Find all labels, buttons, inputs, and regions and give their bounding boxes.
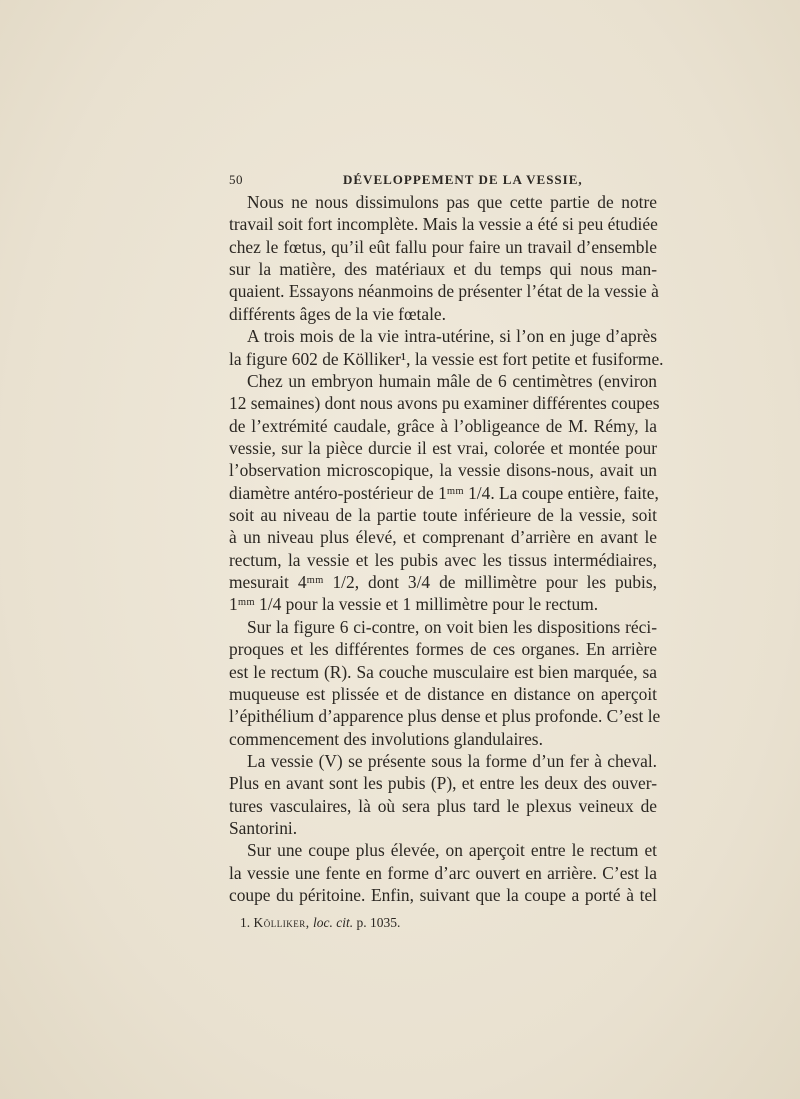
text-line: de l’extrémité caudale, grâce à l’obligeance de M. Rémy, la xyxy=(229,415,657,436)
text-line: Chez un embryon humain mâle de 6 centimètres (environ xyxy=(247,370,657,391)
text-line: La vessie (V) se présente sous la forme d’un fer à cheval. xyxy=(247,750,657,771)
text-line: soit au niveau de la partie toute inférieure de la vessie, soit xyxy=(229,505,657,526)
text-line: Nous ne nous dissimulons pas que cette partie de notre xyxy=(247,192,657,212)
text-line: l’épithélium d’apparence plus dense et plus profonde. C’est le xyxy=(229,706,661,727)
text-line: Sur une coupe plus élevée, on aperçoit entre le rectum et xyxy=(247,840,657,861)
text-line: Santorini. xyxy=(229,818,298,839)
text-line: la vessie une fente en forme d’arc ouvert en arrière. C’est la xyxy=(229,862,657,883)
running-title: DÉVELOPPEMENT DE LA VESSIE, xyxy=(343,172,583,187)
footnote-number: 1. xyxy=(240,915,251,930)
text-line: diamètre antéro-postérieur de 1ᵐᵐ 1/4. La coupe entière, faite, xyxy=(229,482,659,503)
text-line: quaient. Essayons néanmoins de présenter l’état de la vessie à xyxy=(229,281,659,302)
text-line: 12 semaines) dont nous avons pu examiner différentes coupes xyxy=(229,393,660,414)
text-line: la figure 602 de Kölliker¹, la vessie est fort petite et fusiforme. xyxy=(229,348,664,369)
text-line: muqueuse est plissée et de distance en distance on aperçoit xyxy=(229,683,657,704)
text-line: l’observation microscopique, la vessie disons-nous, avait un xyxy=(229,460,657,481)
text-line: mesurait 4ᵐᵐ 1/2, dont 3/4 de millimètre pour les pubis, xyxy=(229,572,657,593)
text-line: vessie, sur la pièce durcie il est vrai, colorée et montée pour xyxy=(229,437,657,458)
text-line: A trois mois de la vie intra-utérine, si l’on en juge d’après xyxy=(247,326,657,347)
text-line: différents âges de la vie fœtale. xyxy=(229,303,446,324)
page-header xyxy=(229,172,659,192)
text-line: tures vasculaires, là où sera plus tard le plexus veineux de xyxy=(229,795,657,816)
text-line: chez le fœtus, qu’il eût fallu pour faire un travail d’ensemble xyxy=(229,236,657,257)
footnote-page: p. 1035. xyxy=(356,915,401,930)
text-line: proques et les différentes formes de ces organes. En arrière xyxy=(229,639,657,660)
text-line: sur la matière, des matériaux et du temps qui nous man- xyxy=(229,259,657,280)
footnote xyxy=(240,915,400,931)
text-line: Sur la figure 6 ci-contre, on voit bien les dispositions réci- xyxy=(247,616,657,637)
footnote-reference: loc. cit. xyxy=(313,915,354,930)
body-text xyxy=(229,191,664,907)
text-line: 1ᵐᵐ 1/4 pour la vessie et 1 millimètre pour le rectum. xyxy=(229,594,599,615)
page-number: 50 xyxy=(229,172,243,187)
text-line: rectum, la vessie et les pubis avec les tissus intermédiaires, xyxy=(229,549,657,570)
text-line: travail soit fort incomplète. Mais la vessie a été si peu étudiée xyxy=(229,214,658,235)
text-line: Plus en avant sont les pubis (P), et entre les deux des ouver- xyxy=(229,773,657,794)
text-line: à un niveau plus élevé, et comprenant d’arrière en avant le xyxy=(229,527,657,548)
text-line: coupe du péritoine. Enfin, suivant que la coupe a porté à tel xyxy=(229,885,657,906)
text-line: est le rectum (R). Sa couche musculaire est bien marquée, sa xyxy=(229,661,657,682)
footnote-author: Kölliker, xyxy=(253,915,310,930)
text-line: commencement des involutions glandulaires. xyxy=(229,728,543,749)
